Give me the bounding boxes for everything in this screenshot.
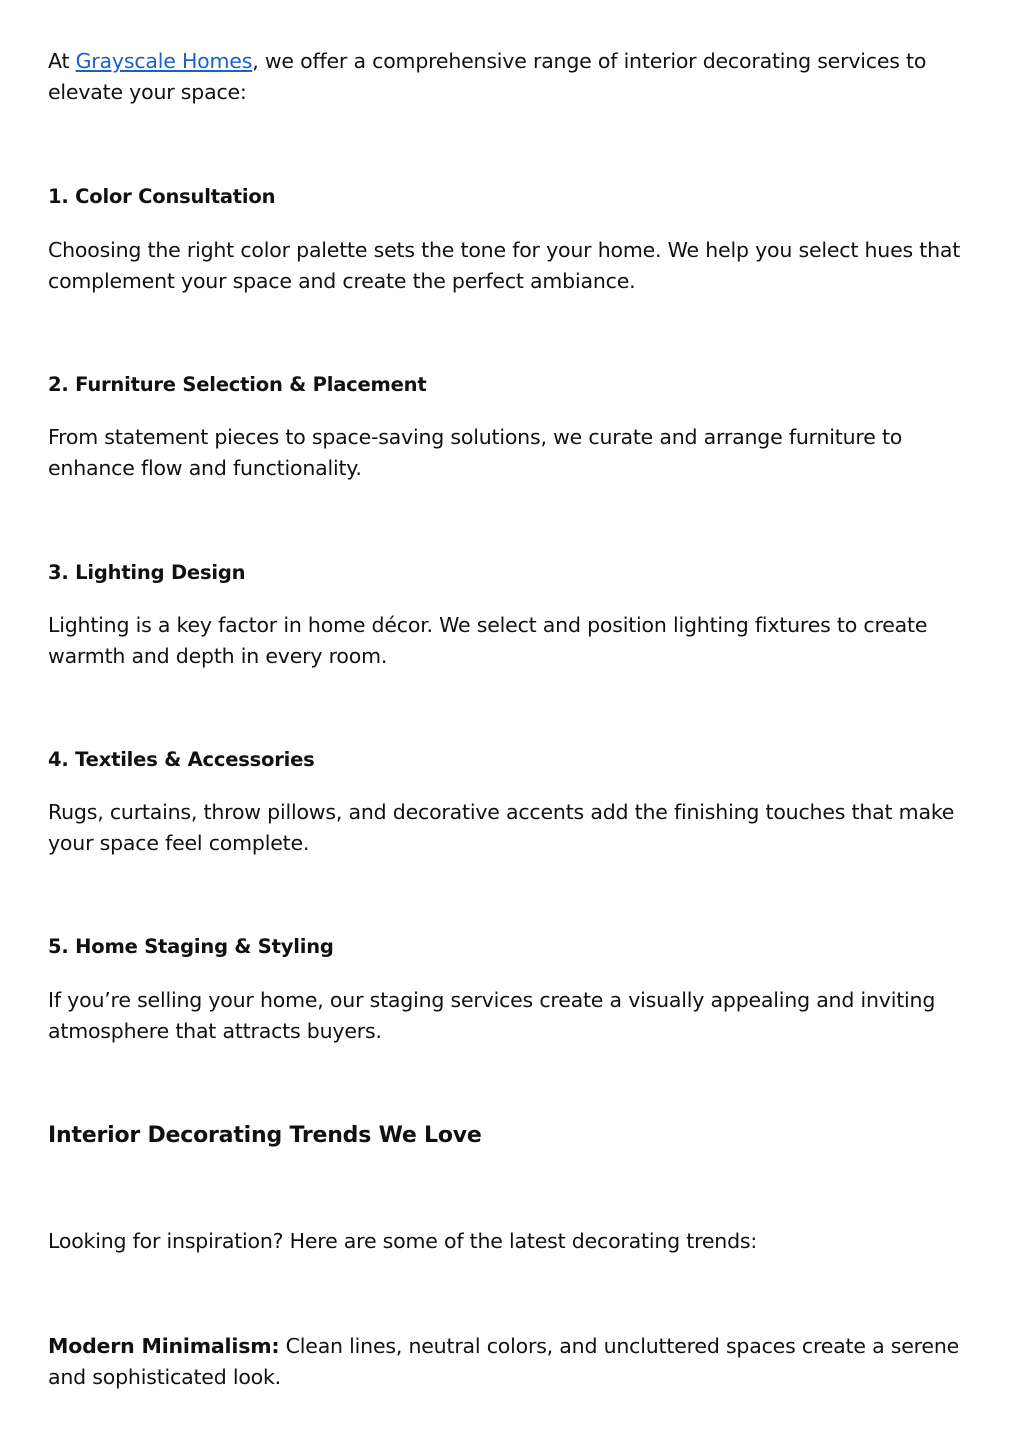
intro-prefix: At: [48, 49, 76, 73]
service-heading-lighting: 3. Lighting Design: [48, 561, 246, 584]
intro-suffix: , we offer a comprehensive range of interior decorating services to elevate your space:: [48, 49, 927, 104]
service-body-textiles: Rugs, curtains, throw pillows, and decorative accents add the finishing touches that make your space feel complete.: [48, 800, 955, 855]
trend-label: Modern Minimalism:: [48, 1334, 280, 1358]
service-body-furniture: From statement pieces to space-saving solutions, we curate and arrange furniture to enhance flow and functionality.: [48, 425, 903, 480]
service-heading-color-consultation: 1. Color Consultation: [48, 185, 276, 208]
intro-paragraph: [48, 46, 978, 108]
service-body-color-consultation: Choosing the right color palette sets the tone for your home. We help you select hues that complement your space and create the perfect ambiance.: [48, 238, 961, 293]
service-body-lighting: Lighting is a key factor in home décor. We select and position lighting fixtures to create warmth and depth in every room.: [48, 613, 928, 668]
trends-heading: Interior Decorating Trends We Love: [48, 1123, 482, 1148]
trends-intro: Looking for inspiration? Here are some of the latest decorating trends:: [48, 1229, 758, 1253]
service-heading-textiles: 4. Textiles & Accessories: [48, 748, 315, 771]
service-heading-furniture: 2. Furniture Selection & Placement: [48, 373, 427, 396]
service-body-staging: If you’re selling your home, our staging services create a visually appealing and inviting atmosphere that attracts buyers.: [48, 988, 936, 1043]
grayscale-homes-link[interactable]: Grayscale Homes: [75, 49, 253, 73]
trend-text: Clean lines, neutral colors, and uncluttered spaces create a serene and sophisticated look.: [48, 1334, 960, 1389]
service-heading-staging: 5. Home Staging & Styling: [48, 935, 334, 958]
trend-item-modern-minimalism: [48, 1331, 978, 1393]
